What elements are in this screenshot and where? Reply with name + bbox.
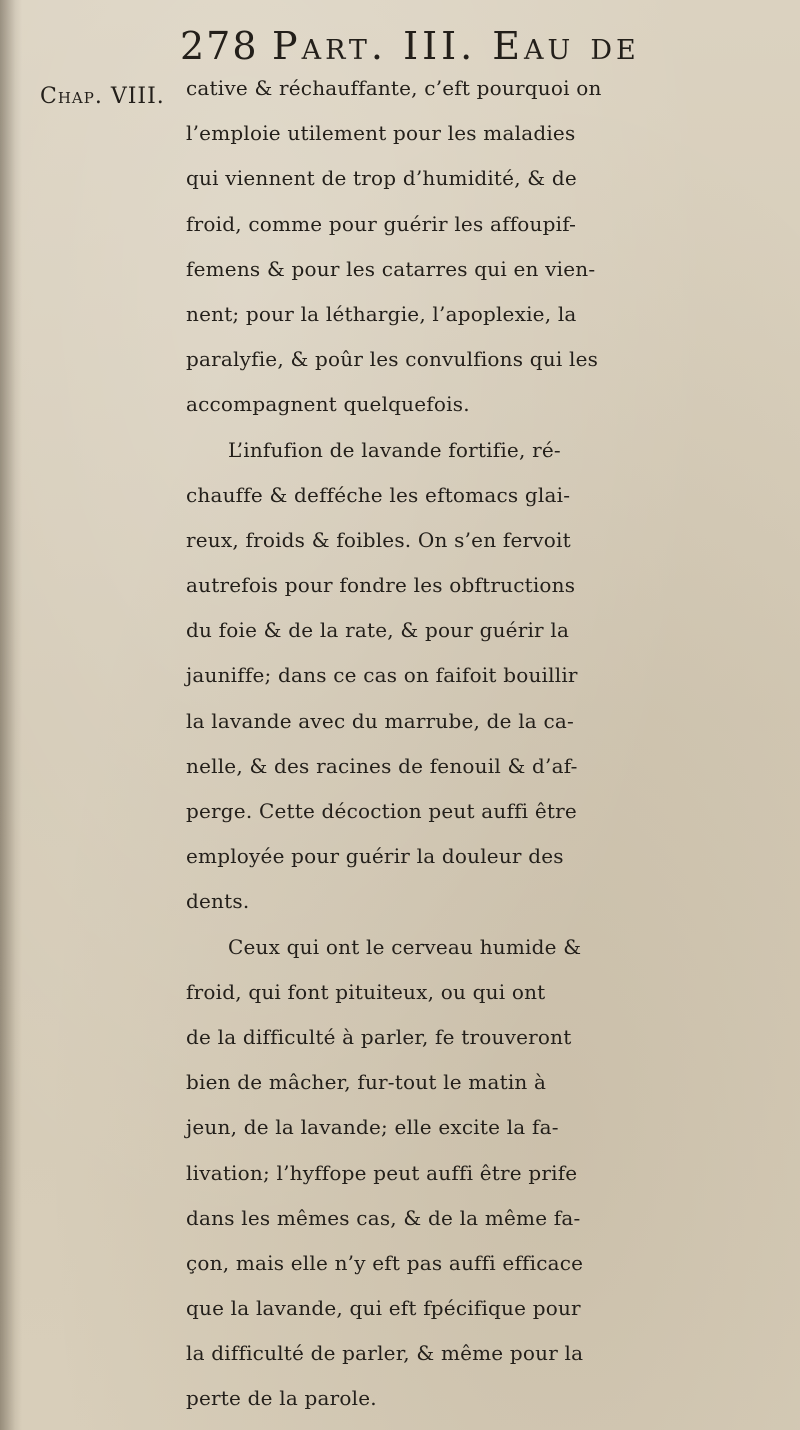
text-line: froid, comme pour guérir les affoupif- — [186, 211, 577, 236]
text-line: du foie & de la rate, & pour guérir la — [186, 618, 570, 643]
text-line: bien de mâcher, fur-tout le matin à — [186, 1070, 547, 1095]
text-line: de la difficulté à parler, fe trouveront — [186, 1024, 572, 1049]
text-line: qui viennent de trop d’humidité, & de — [186, 166, 577, 191]
text-line: employée pour guérir la douleur des — [186, 844, 564, 869]
text-line: jauniffe; dans ce cas on faifoit bouillir — [186, 663, 578, 688]
gutter-shadow — [0, 0, 22, 1430]
text-line: que la lavande, qui eft fpécifique pour — [186, 1296, 581, 1321]
text-line: nelle, & des racines de fenouil & d’af- — [186, 753, 578, 778]
text-line: femens & pour les catarres qui en vien- — [186, 256, 596, 281]
text-line: jeun, de la lavande; elle excite la fa- — [186, 1115, 559, 1140]
text-line: reux, froids & foibles. On s’en fervoit — [186, 527, 571, 552]
text-line: accompagnent quelquefois. — [186, 392, 470, 417]
body-text — [186, 66, 786, 1422]
text-line: perte de la parole. — [186, 1386, 377, 1411]
text-line: cative & réchauffante, c’eft pourquoi on — [186, 76, 602, 100]
text-line: froid, qui font pituiteux, ou qui ont — [186, 979, 546, 1004]
text-line: nent; pour la léthargie, l’apoplexie, la — [186, 301, 577, 326]
page-number: 278 — [180, 24, 259, 68]
text-line: la lavande avec du marrube, de la ca- — [186, 708, 574, 733]
text-line: dans les mêmes cas, & de la même fa- — [186, 1205, 581, 1230]
text-line: Ceux qui ont le cerveau humide & — [228, 934, 582, 959]
text-line: çon, mais elle n’y eft pas auffi efficace — [186, 1250, 584, 1275]
text-line: chauffe & defféche les eftomacs glai- — [186, 482, 571, 507]
running-title: Part. III. Eau de — [272, 24, 640, 68]
text-line: la difficulté de parler, & même pour la — [186, 1341, 584, 1366]
text-line: autrefois pour fondre les obftructions — [186, 573, 576, 598]
chapter-margin-note: Chap. VIII. — [40, 84, 165, 109]
text-line: perge. Cette décoction peut auffi être — [186, 799, 577, 823]
running-head — [0, 0, 800, 70]
text-line: L’infufion de lavande fortifie, ré- — [228, 437, 561, 462]
text-line: paralyfie, & poûr les convulfions qui les — [186, 347, 599, 372]
text-line: dents. — [186, 889, 250, 914]
text-line: l’emploie utilement pour les maladies — [186, 121, 576, 146]
text-line: livation; l’hyffope peut auffi être prife — [186, 1160, 578, 1185]
